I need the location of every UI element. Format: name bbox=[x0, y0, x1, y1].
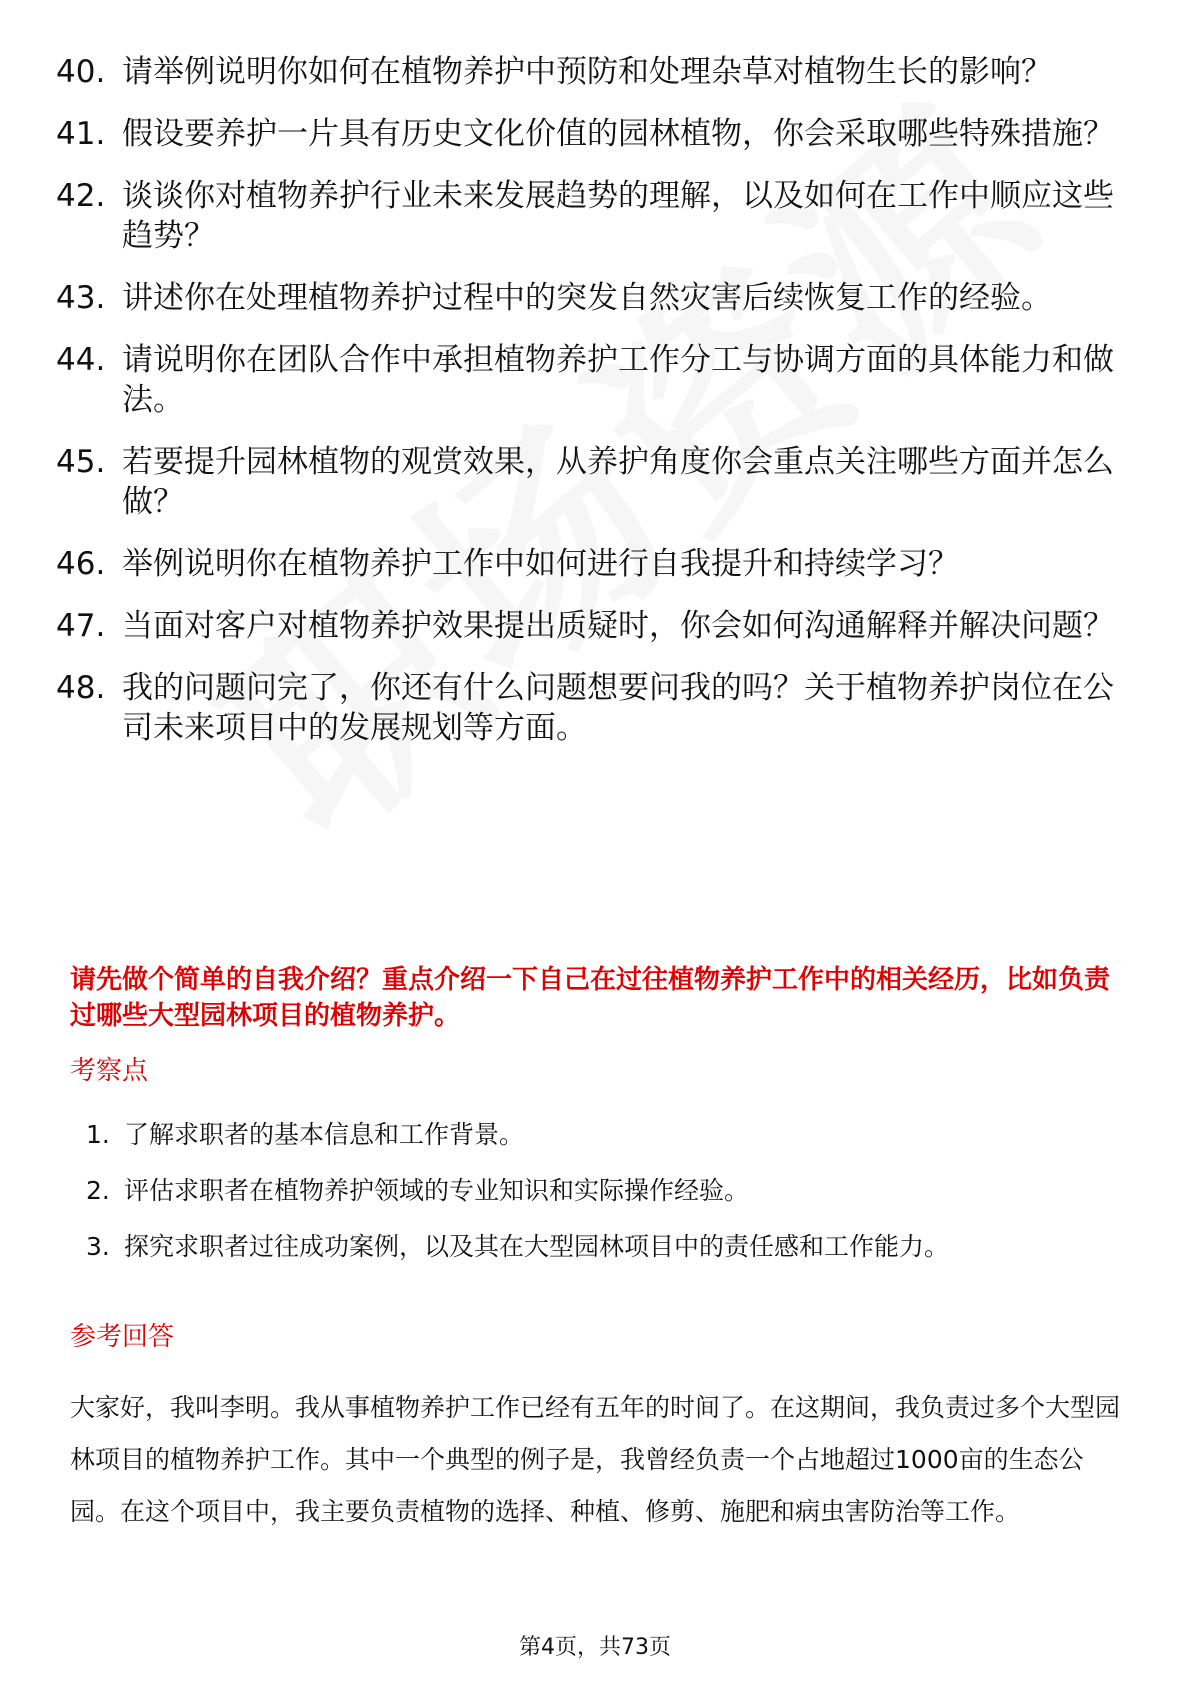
question-item bbox=[56, 278, 1126, 318]
question-text: 请说明你在团队合作中承担植物养护工作分工与协调方面的具体能力和做法。 bbox=[122, 342, 1114, 418]
question-number: 40. bbox=[56, 54, 106, 90]
exam-points-list bbox=[86, 1118, 1126, 1286]
question-item bbox=[56, 442, 1126, 522]
question-text: 我的问题问完了，你还有什么问题想要问我的吗？关于植物养护岗位在公司未来项目中的发展规划等方面。 bbox=[122, 670, 1114, 746]
question-item bbox=[56, 668, 1126, 748]
question-text: 讲述你在处理植物养护过程中的突发自然灾害后续恢复工作的经验。 bbox=[122, 280, 1052, 316]
exam-point-number: 2. bbox=[86, 1176, 110, 1205]
exam-points-title: 考察点 bbox=[70, 1056, 149, 1086]
question-number: 47. bbox=[56, 608, 106, 644]
question-text: 举例说明你在植物养护工作中如何进行自我提升和持续学习？ bbox=[122, 546, 959, 582]
page-footer: 第4页，共73页 bbox=[519, 1635, 671, 1660]
question-number: 42. bbox=[56, 178, 106, 214]
question-number: 46. bbox=[56, 546, 106, 582]
reference-answer-title: 参考回答 bbox=[70, 1322, 175, 1352]
question-number: 41. bbox=[56, 116, 106, 152]
exam-point-number: 1. bbox=[86, 1120, 110, 1149]
question-item bbox=[56, 606, 1126, 646]
exam-point-item bbox=[86, 1118, 1126, 1152]
question-text: 若要提升园林植物的观赏效果，从养护角度你会重点关注哪些方面并怎么做？ bbox=[122, 444, 1114, 520]
question-item bbox=[56, 176, 1126, 256]
highlight-question: 请先做个简单的自我介绍？重点介绍一下自己在过往植物养护工作中的相关经历，比如负责过哪些大型园林项目的植物养护。 bbox=[70, 965, 1111, 1031]
question-item bbox=[56, 544, 1126, 584]
exam-point-text: 评估求职者在植物养护领域的专业知识和实际操作经验。 bbox=[124, 1176, 750, 1205]
exam-point-text: 了解求职者的基本信息和工作背景。 bbox=[124, 1120, 525, 1149]
question-number: 43. bbox=[56, 280, 106, 316]
reference-answer-paragraph: 大家好，我叫李明。我从事植物养护工作已经有五年的时间了。在这期间，我负责过多个大型园林项目的植物养护工作。其中一个典型的例子是，我曾经负责一个占地超过1000亩的生态公园。在这个项目中，我主要负责植物的选择、种植、修剪、施肥和病虫害防治等工作。 bbox=[70, 1393, 1121, 1526]
exam-point-item bbox=[86, 1174, 1126, 1208]
question-number: 45. bbox=[56, 444, 106, 480]
question-list bbox=[56, 52, 1126, 770]
exam-point-item bbox=[86, 1230, 1126, 1264]
question-text: 当面对客户对植物养护效果提出质疑时，你会如何沟通解释并解决问题？ bbox=[122, 608, 1114, 644]
question-text: 假设要养护一片具有历史文化价值的园林植物，你会采取哪些特殊措施？ bbox=[122, 116, 1114, 152]
question-item bbox=[56, 340, 1126, 420]
question-item bbox=[56, 52, 1126, 92]
question-number: 44. bbox=[56, 342, 106, 378]
exam-point-number: 3. bbox=[86, 1232, 110, 1261]
question-number: 48. bbox=[56, 670, 106, 706]
question-text: 谈谈你对植物养护行业未来发展趋势的理解，以及如何在工作中顺应这些趋势？ bbox=[122, 178, 1114, 254]
question-item bbox=[56, 114, 1126, 154]
exam-point-text: 探究求职者过往成功案例，以及其在大型园林项目中的责任感和工作能力。 bbox=[124, 1232, 950, 1261]
question-text: 请举例说明你如何在植物养护中预防和处理杂草对植物生长的影响？ bbox=[122, 54, 1052, 90]
